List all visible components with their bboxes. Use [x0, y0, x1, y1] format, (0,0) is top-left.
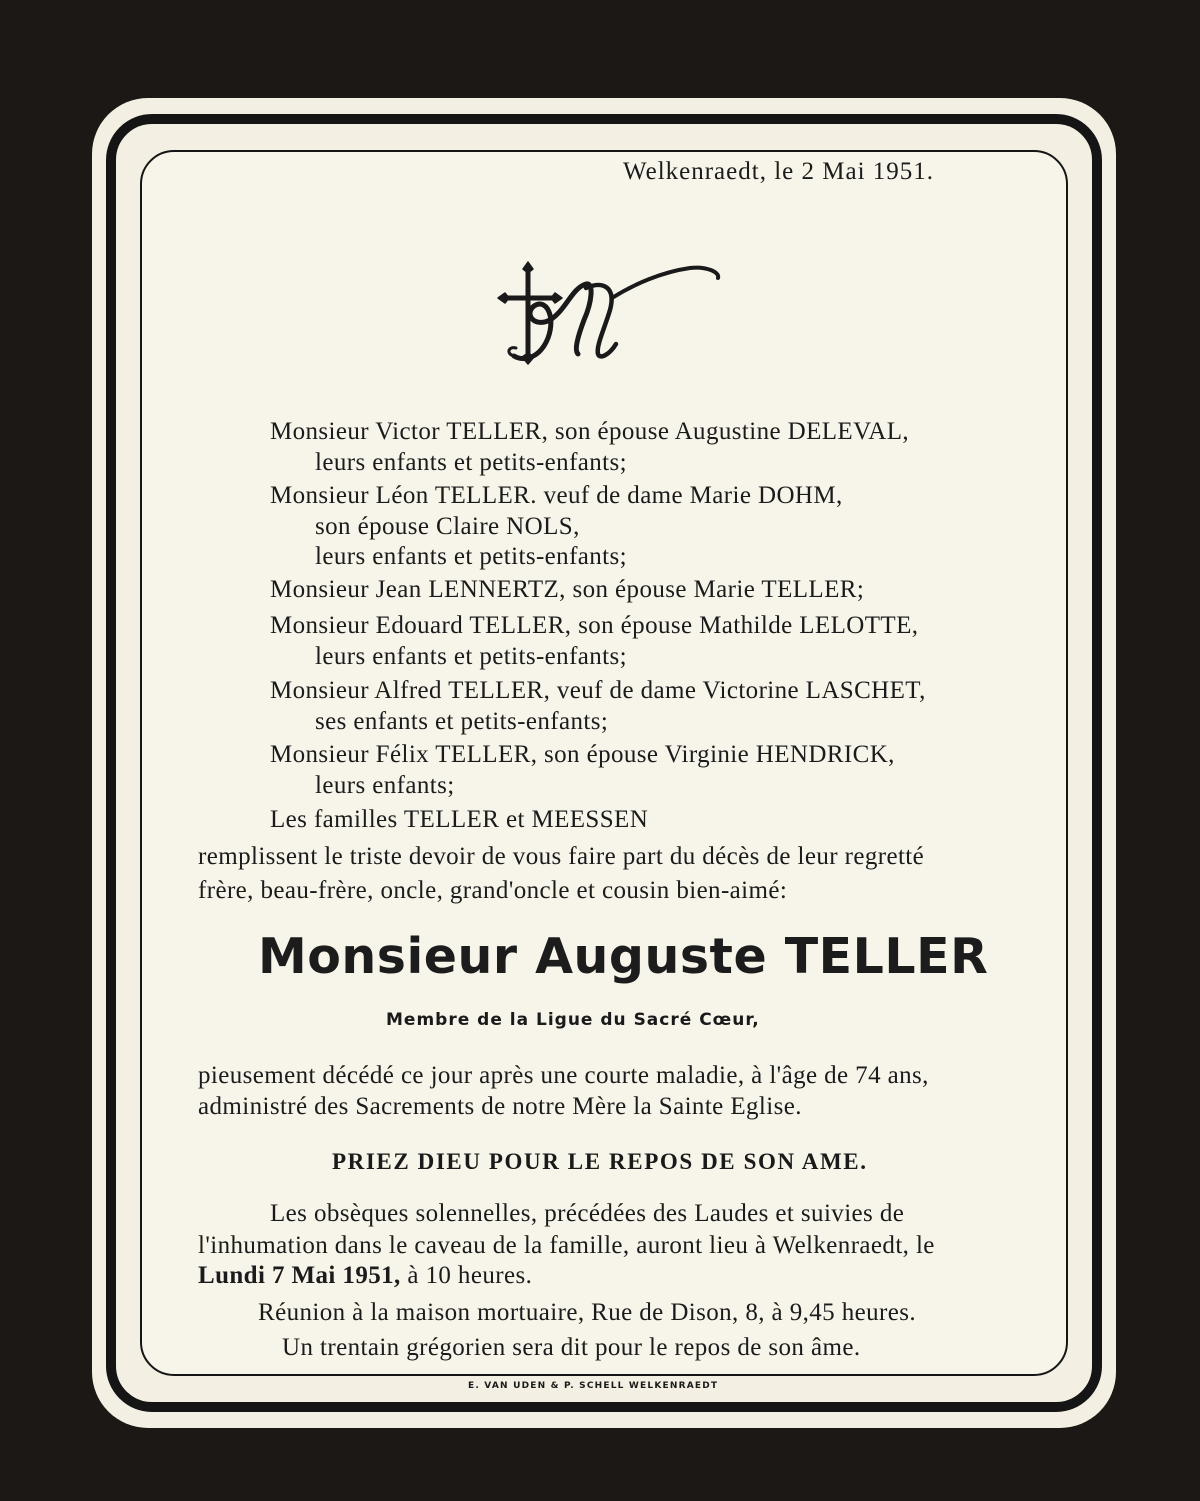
family-line-10: ses enfants et petits-enfants; — [315, 708, 609, 735]
membership-line: Membre de la Ligue du Sacré Cœur, — [386, 1010, 760, 1030]
prayer-line: PRIEZ DIEU POUR LE REPOS DE SON AME. — [332, 1149, 868, 1174]
family-line-2: leurs enfants et petits-enfants; — [315, 449, 628, 476]
family-line-4: son épouse Claire NOLS, — [315, 513, 580, 540]
family-line-5: leurs enfants et petits-enfants; — [315, 543, 628, 570]
death-line-1: pieusement décédé ce jour après une courte maladie, à l'âge de 74 ans, — [198, 1062, 929, 1089]
funeral-date: Lundi 7 Mai 1951, — [198, 1262, 401, 1289]
printer-credit: E. VAN UDEN & P. SCHELL WELKENRAEDT — [468, 1381, 719, 1391]
funeral-line-3 — [198, 1262, 532, 1290]
family-line-11: Monsieur Félix TELLER, son épouse Virginie HENDRICK, — [270, 741, 895, 768]
family-line-12: leurs enfants; — [315, 772, 455, 799]
announce-line-2: frère, beau-frère, oncle, grand'oncle et cousin bien-aimé: — [198, 877, 788, 904]
cross-m-monogram-icon — [494, 258, 726, 370]
family-line-9: Monsieur Alfred TELLER, veuf de dame Victorine LASCHET, — [270, 677, 926, 704]
funeral-line-1: Les obsèques solennelles, précédées des Laudes et suivies de — [270, 1200, 905, 1227]
family-line-13: Les familles TELLER et MEESSEN — [270, 806, 649, 833]
death-line-2: administré des Sacrements de notre Mère la Sainte Eglise. — [198, 1093, 802, 1120]
funeral-time: à 10 heures. — [400, 1262, 533, 1289]
family-line-3: Monsieur Léon TELLER. veuf de dame Marie DOHM, — [270, 482, 843, 509]
announce-line-1: remplissent le triste devoir de vous faire part du décès de leur regretté — [198, 843, 925, 870]
date-line: Welkenraedt, le 2 Mai 1951. — [623, 158, 935, 185]
funeral-line-2: l'inhumation dans le caveau de la famille, auront lieu à Welkenraedt, le — [198, 1232, 935, 1259]
family-line-7: Monsieur Edouard TELLER, son épouse Mathilde LELOTTE, — [270, 612, 919, 639]
family-line-6: Monsieur Jean LENNERTZ, son épouse Marie TELLER; — [270, 576, 865, 603]
family-line-8: leurs enfants et petits-enfants; — [315, 643, 628, 670]
family-line-1: Monsieur Victor TELLER, son épouse Augustine DELEVAL, — [270, 418, 910, 445]
deceased-name: Monsieur Auguste TELLER — [258, 928, 989, 985]
funeral-line-4: Réunion à la maison mortuaire, Rue de Dison, 8, à 9,45 heures. — [258, 1299, 916, 1326]
funeral-line-5: Un trentain grégorien sera dit pour le repos de son âme. — [282, 1334, 861, 1361]
